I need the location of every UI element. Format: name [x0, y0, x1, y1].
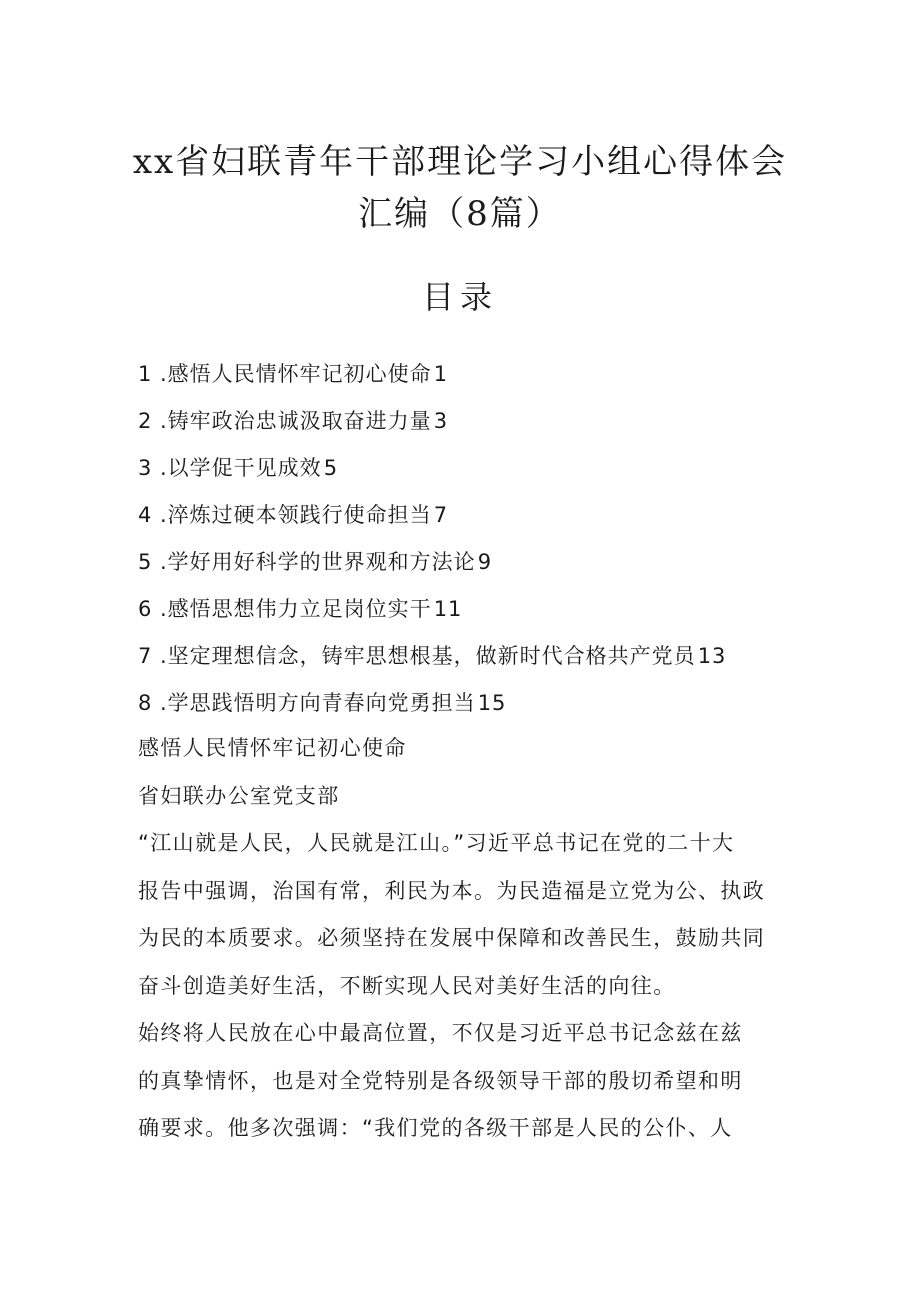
toc-item-number: 2	[138, 409, 153, 433]
toc-item-text: .淬炼过硬本领践行使命担当	[160, 503, 432, 527]
toc-item-page: 9	[477, 550, 493, 574]
toc-item	[138, 360, 838, 407]
toc-item-text: .感悟人民情怀牢记初心使命	[160, 362, 432, 386]
toc-item	[138, 454, 838, 501]
toc-item	[138, 595, 838, 642]
article-author: 省妇联办公室党支部	[138, 783, 340, 808]
paragraph-line: 为民的本质要求。必须坚持在发展中保障和改善民生，鼓励共同	[138, 926, 766, 950]
table-of-contents	[138, 360, 838, 736]
toc-item	[138, 548, 838, 595]
paragraph-line: 奋斗创造美好生活，不断实现人民对美好生活的向往。	[138, 973, 676, 998]
toc-item-number: 7	[138, 644, 153, 668]
toc-item-text: .感悟思想伟力立足岗位实干	[160, 597, 432, 621]
toc-item-text: .学好用好科学的世界观和方法论	[160, 550, 476, 574]
toc-item-number: 6	[138, 597, 153, 621]
toc-item-number: 8	[138, 691, 153, 715]
toc-item	[138, 689, 838, 736]
paragraph-line: 确要求。他多次强调：“我们党的各级干部是人民的公仆、人	[138, 1116, 733, 1140]
toc-item-number: 3	[138, 456, 153, 480]
toc-item-text: .坚定理想信念，铸牢思想根基，做新时代合格共产党员	[160, 644, 696, 668]
toc-item-page: 15	[477, 691, 507, 715]
paragraph-line: 的真挚情怀，也是对全党特别是各级领导干部的殷切希望和明	[138, 1068, 743, 1093]
toc-item-number: 1	[138, 362, 153, 386]
toc-item-page: 13	[697, 644, 727, 668]
toc-item-page: 5	[323, 456, 339, 480]
toc-item-text: .以学促干见成效	[160, 456, 322, 480]
toc-item-page: 1	[433, 362, 449, 386]
toc-heading: 目录	[421, 278, 498, 316]
toc-item	[138, 642, 838, 689]
toc-item-number: 4	[138, 503, 153, 527]
toc-item-number: 5	[138, 550, 153, 574]
article-title: 感悟人民情怀牢记初心使命	[138, 736, 407, 760]
paragraph-line: 始终将人民放在心中最高位置，不仅是习近平总书记念兹在兹	[138, 1021, 743, 1045]
toc-item-text: .铸牢政治忠诚汲取奋进力量	[160, 409, 432, 433]
paragraph-line: “江山就是人民，人民就是江山。”习近平总书记在党的二十大	[138, 831, 735, 855]
toc-item	[138, 407, 838, 454]
document-title-line-2: 汇编（8篇）	[358, 194, 562, 234]
toc-item-page: 7	[433, 503, 449, 527]
document-title-line-1: xx省妇联青年干部理论学习小组心得体会	[132, 142, 788, 182]
toc-item-page: 3	[433, 409, 449, 433]
toc-item	[138, 501, 838, 548]
article-body	[138, 733, 788, 1161]
paragraph-line: 报告中强调，治国有常，利民为本。为民造福是立党为公、执政	[138, 878, 766, 903]
toc-item-page: 11	[433, 597, 463, 621]
toc-item-text: .学思践悟明方向青春向党勇担当	[160, 691, 476, 715]
